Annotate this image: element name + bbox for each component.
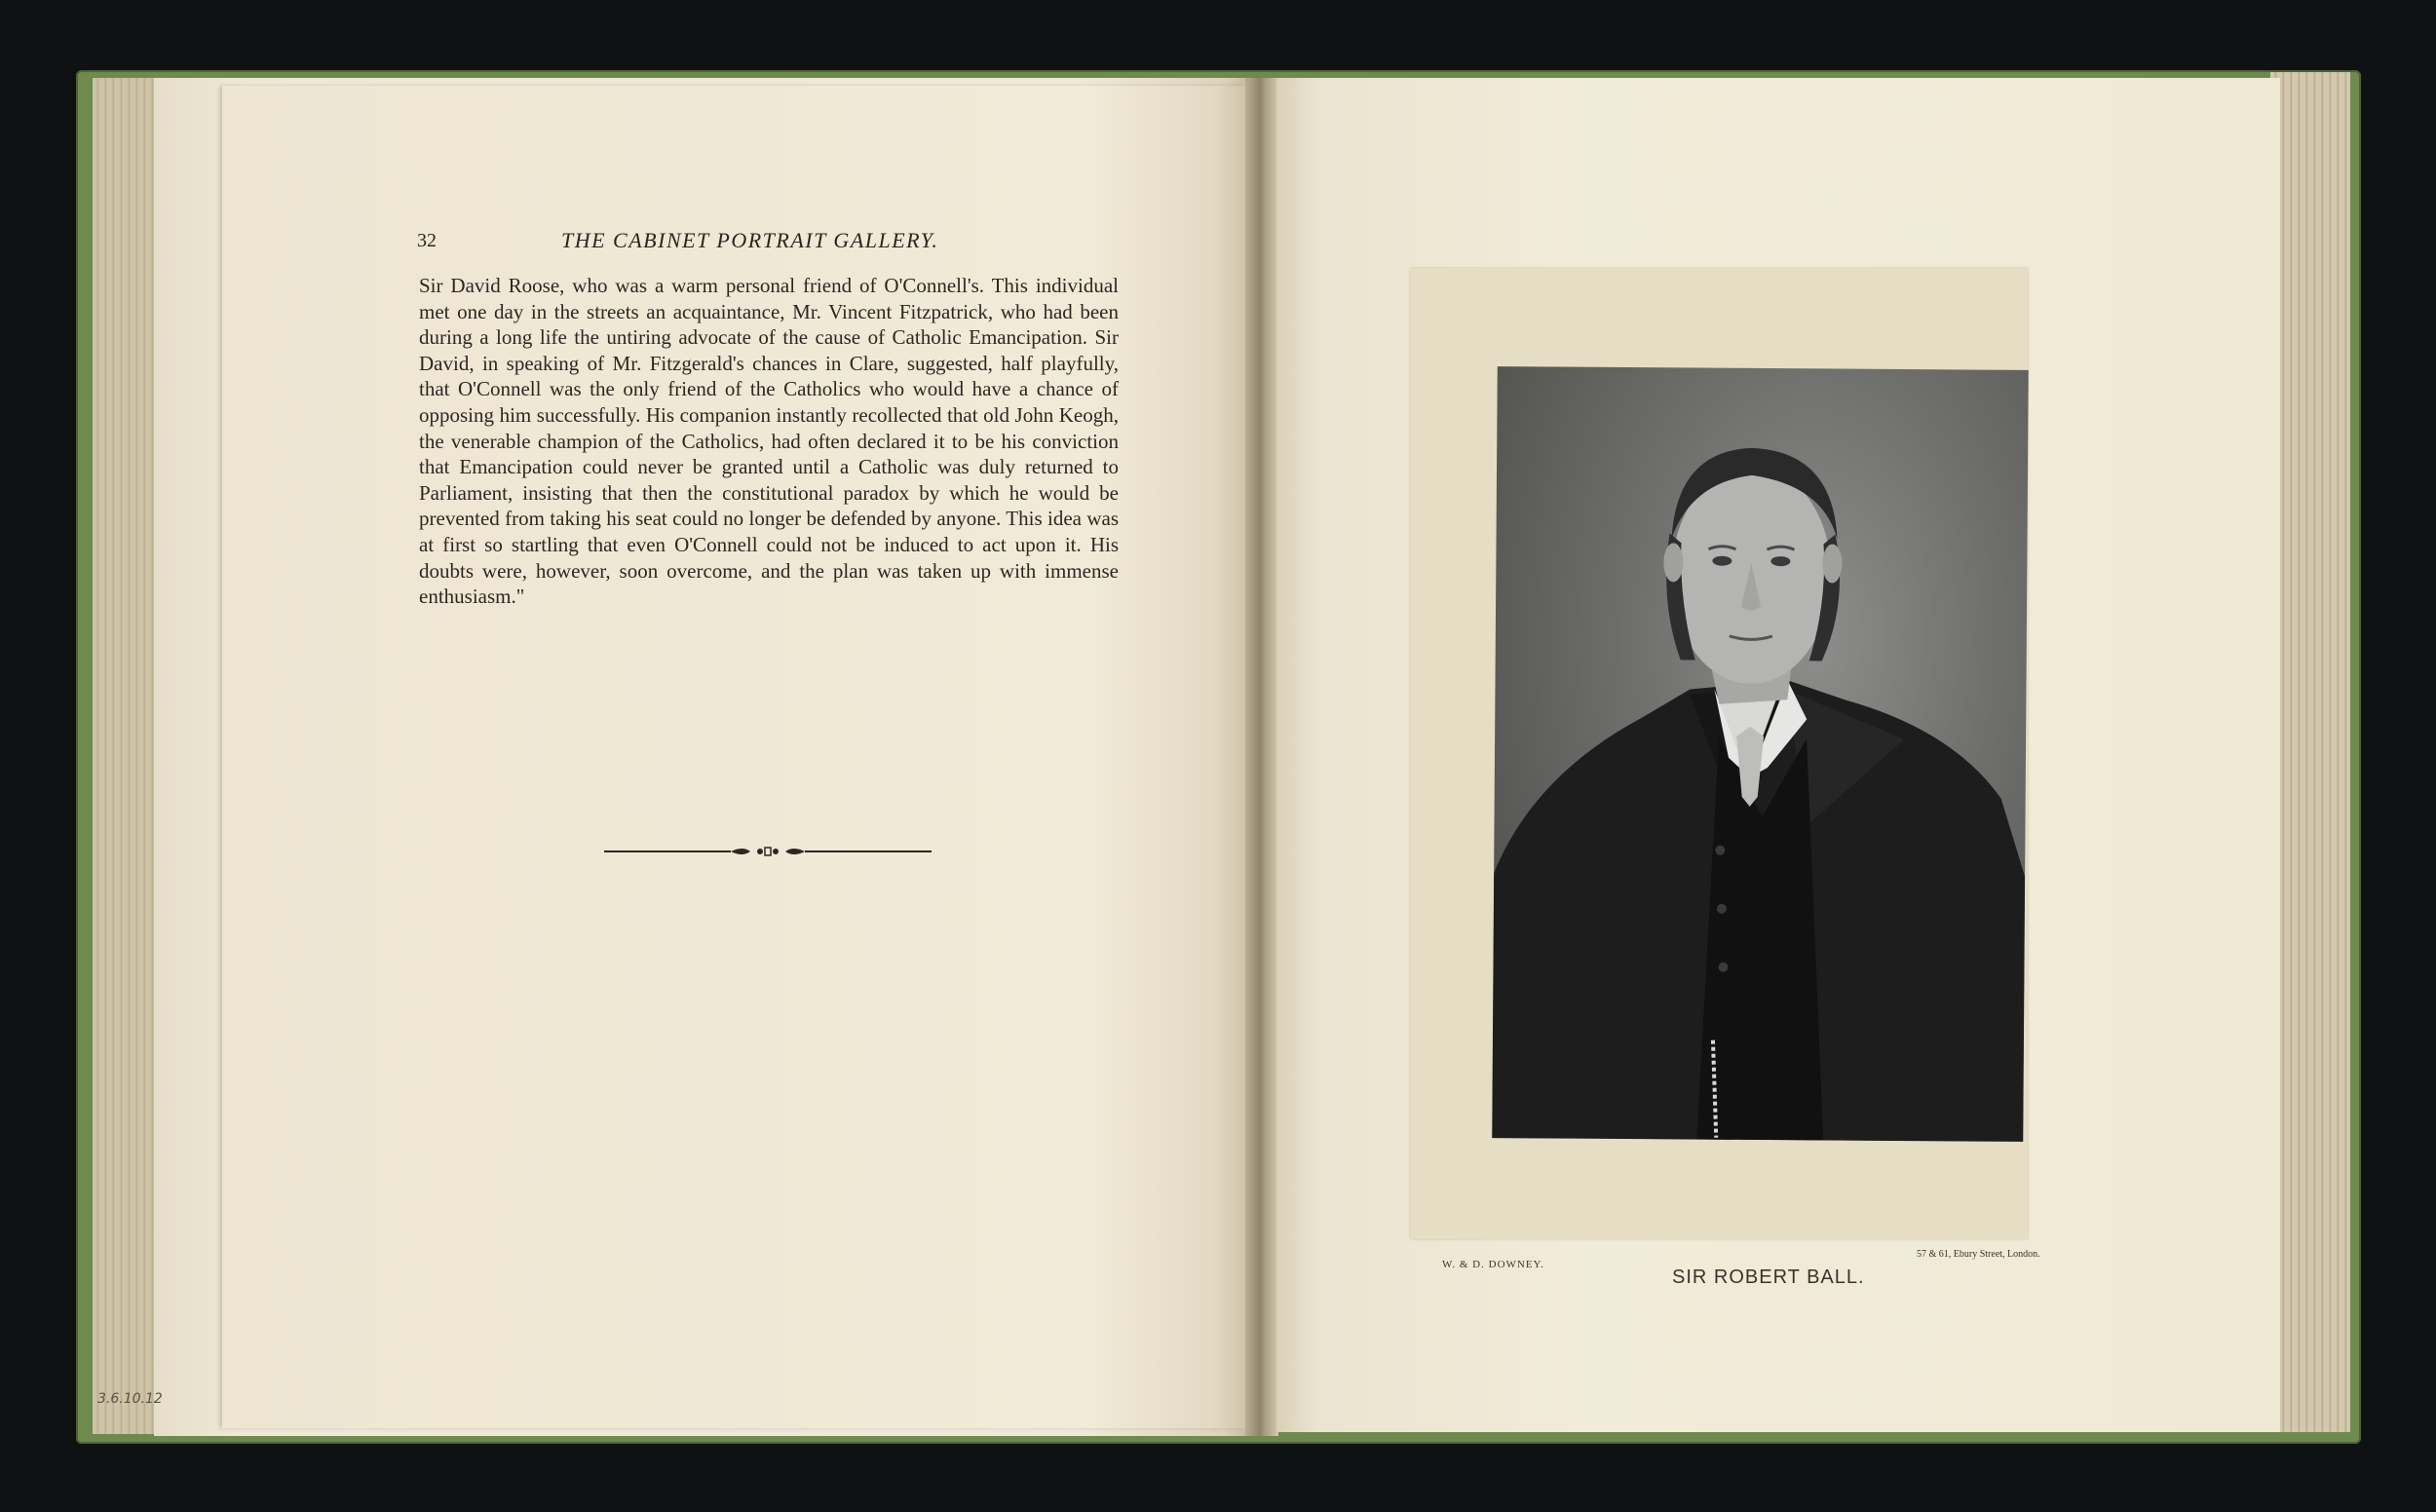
- page-number: 32: [417, 230, 437, 251]
- running-title: THE CABINET PORTRAIT GALLERY.: [561, 228, 939, 252]
- photographer-credit: W. & D. DOWNEY.: [1442, 1259, 1544, 1270]
- studio-address: 57 & 61, Ebury Street, London.: [1917, 1249, 2040, 1260]
- portrait-illustration: [1492, 366, 2029, 1142]
- ornament-divider: [604, 842, 932, 861]
- page-header: [417, 230, 1119, 259]
- portrait-caption: SIR ROBERT BALL.: [1672, 1266, 1865, 1288]
- portrait-photo: [1492, 366, 2029, 1142]
- right-page-stack: [2270, 72, 2350, 1432]
- body-text: Sir David Roose, who was a warm personal friend of O'Connell's. This individual met one day in the streets an acquaintance, Mr. Vincent Fitzpatrick, who had been during a long life the untiring advocate of the cause of Catholic Emancipation. Sir David, in speaking of Mr. Fitzgerald's chances in Clare, suggested, half playfully, that O'Connell was the only friend of the Catholics who would have a chance of opposing him successfully. His companion instantly recollected that old John Keogh, the venerable champion of the Catholics, had often declared it to be his conviction that Emancipation could never be granted until a Catholic was duly returned to Parliament, insisting that then the constitutional paradox by which he would be prevented from taking his seat could no longer be defended by anyone. This idea was at first so startling that even O'Connell could not be induced to act upon it. His doubts were, however, soon overcome, and the plan was taken up with immense enthusiasm.": [419, 274, 1119, 609]
- book-gutter: [1245, 78, 1278, 1436]
- pencil-annotation: 3.6.10.12: [97, 1391, 163, 1407]
